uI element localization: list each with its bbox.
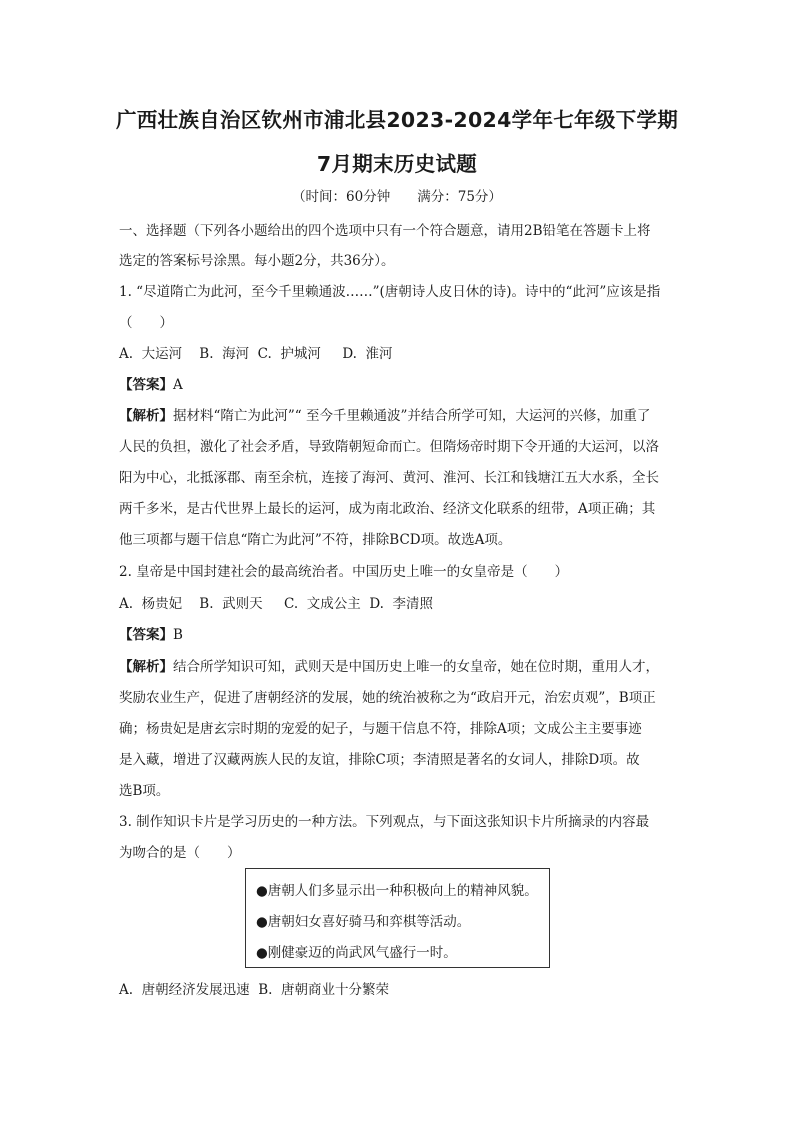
- q1-analysis-line-5: 他三项都与题干信息“隋亡为此河”不符，排除BCD项。故选A项。: [119, 532, 512, 548]
- section-instruction-line-1: 一、选择题（下列各小题给出的四个选项中只有一个符合题意，请用2B铅笔在答题卡上将: [119, 223, 651, 239]
- q1-analysis-line-1: [119, 404, 650, 424]
- q3-options: A. 唐朝经济发展迅速 B. 唐朝商业十分繁荣: [119, 982, 389, 998]
- q2-analysis-line-2: 奖励农业生产，促进了唐朝经济的发展，她的统治被称之为“政启开元，治宏贞观”，B项正: [119, 690, 656, 706]
- answer-label: 【答案】: [119, 377, 173, 393]
- answer-value: A: [173, 377, 183, 393]
- exam-time-info: （时间：60分钟 满分：75分）: [292, 189, 502, 205]
- knowledge-card-item: ●唐朝妇女喜好骑马和弈棋等活动。: [256, 914, 471, 930]
- document-title-line-1: 广西壮族自治区钦州市浦北县2023-2024学年七年级下学期: [115, 108, 679, 132]
- q1-analysis-line-2: 人民的负担，激化了社会矛盾，导致隋朝短命而亡。但隋炀帝时期下令开通的大运河，以洛: [119, 439, 659, 455]
- answer-value: B: [173, 627, 183, 643]
- q3-stem-line-2: 为吻合的是（ ）: [119, 845, 241, 861]
- q2-options: A. 杨贵妃 B. 武则天 C. 文成公主 D. 李清照: [119, 596, 434, 612]
- q1-analysis-line-4: 两千多米，是古代世界上最长的运河，成为南北政治、经济文化联系的纽带，A项正确；其: [119, 501, 656, 517]
- analysis-label: 【解析】: [119, 659, 173, 675]
- knowledge-card-item: ●刚健豪迈的尚武风气盛行一时。: [256, 945, 457, 961]
- q1-analysis-line-3: 阳为中心，北抵涿郡、南至余杭，连接了海河、黄河、淮河、长江和钱塘江五大水系，全长: [119, 470, 659, 486]
- analysis-text: 据材料“隋亡为此河”“ 至今千里赖通波”并结合所学可知，大运河的兴修，加重了: [173, 408, 651, 424]
- analysis-label: 【解析】: [119, 408, 173, 424]
- q2-answer: [119, 623, 183, 643]
- q1-stem-line-1: 1. “尽道隋亡为此河，至今千里赖通波……”(唐朝诗人皮日休的诗)。诗中的“此河”应该是指: [119, 284, 661, 300]
- document-title-line-2: 7月期末历史试题: [316, 152, 478, 176]
- answer-label: 【答案】: [119, 627, 173, 643]
- q3-stem-line-1: 3. 制作知识卡片是学习历史的一种方法。下列观点，与下面这张知识卡片所摘录的内容最: [119, 814, 650, 830]
- knowledge-card: [245, 868, 550, 968]
- q2-analysis-line-3: 确；杨贵妃是唐玄宗时期的宠爱的妃子，与题干信息不符，排除A项；文成公主主要事迹: [119, 721, 642, 737]
- q1-options: A. 大运河 B. 海河 C. 护城河 D. 淮河: [119, 346, 393, 362]
- knowledge-card-item: ●唐朝人们多显示出一种积极向上的精神风貌。: [256, 883, 538, 899]
- q2-stem: 2. 皇帝是中国封建社会的最高统治者。中国历史上唯一的女皇帝是（ ）: [119, 564, 569, 580]
- q1-stem-line-2: （ ）: [119, 315, 173, 331]
- q2-analysis-line-4: 是入藏，增进了汉藏两族人民的友谊，排除C项；李清照是著名的女词人，排除D项。故: [119, 752, 640, 768]
- section-instruction-line-2: 选定的答案标号涂黑。每小题2分，共36分）。: [119, 253, 395, 269]
- q2-analysis-line-1: [119, 655, 659, 675]
- q2-analysis-line-5: 选B项。: [119, 783, 170, 799]
- analysis-text: 结合所学知识可知，武则天是中国历史上唯一的女皇帝，她在位时期，重用人才，: [173, 659, 659, 675]
- q1-answer: [119, 373, 183, 393]
